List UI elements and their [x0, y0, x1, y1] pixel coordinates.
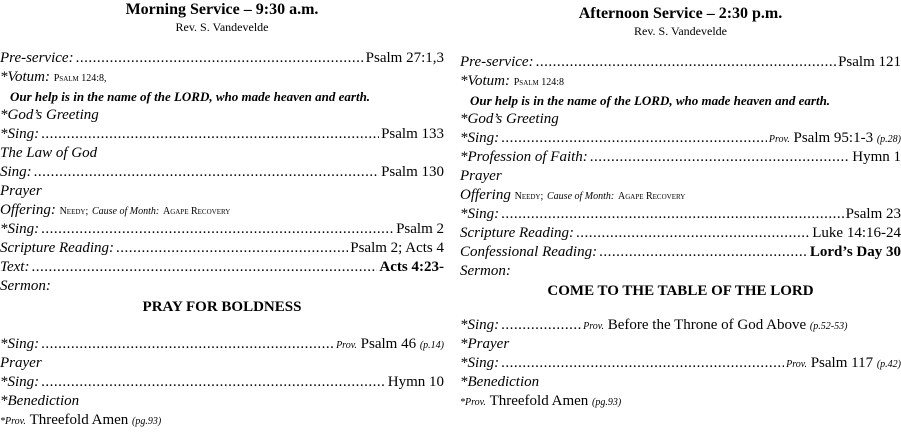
sing2-label: Sing:: [0, 164, 32, 180]
pm-sing4-prov: Prov.: [786, 359, 807, 370]
pm-sing1-prov: Prov.: [768, 134, 790, 145]
morning-service-column: [0, 0, 444, 430]
benediction-line: [0, 392, 444, 411]
pm-benediction: *Benediction: [460, 374, 540, 390]
sing4-label: *Sing:: [0, 336, 40, 352]
sing5-label: *Sing:: [0, 374, 40, 390]
offering-org: Agape Recovery: [162, 206, 231, 217]
pm-sing1-label: *Sing:: [460, 130, 500, 146]
votum-label: *Votum:: [0, 69, 50, 85]
pm-offering-org: Agape Recovery: [617, 191, 686, 202]
sermon-label: Sermon:: [0, 278, 51, 294]
reading-line: [0, 239, 444, 258]
text-line: [0, 258, 444, 277]
pm-greeting-line: [460, 110, 901, 129]
pm-preservice-label: Pre-service:: [460, 54, 534, 70]
sing4-prov: Prov.: [336, 340, 357, 351]
offering-label: Offering:: [0, 202, 56, 218]
benediction: *Benediction: [0, 393, 80, 409]
reading-value: Psalm 2; Acts 4: [350, 240, 444, 256]
sing4-page: (p.14): [419, 340, 444, 351]
pm-offering-cause: Cause of Month:: [547, 191, 615, 202]
votum-ref: Psalm 124:8,: [53, 73, 107, 84]
pm-votum-label: *Votum:: [460, 73, 510, 89]
sing3-label: *Sing:: [0, 221, 40, 237]
pm-sing2-value: Psalm 23: [845, 206, 901, 222]
pm-confessional-value: Lord’s Day 30: [809, 244, 901, 260]
pm-prayer2-line: [460, 335, 901, 354]
pm-reading-label: Scripture Reading:: [460, 225, 575, 241]
preservice-line: [0, 49, 444, 68]
amen-prefix: *Prov.: [0, 416, 26, 427]
prayer2: Prayer: [0, 355, 42, 371]
text-value: Acts 4:23-: [379, 259, 444, 275]
pm-sing3-line: [460, 316, 901, 335]
pm-sing1-value: Psalm 95:1-3: [793, 130, 874, 146]
amen-page: (pg.93): [132, 416, 162, 427]
pm-sing3-page: (p.52-53): [809, 321, 848, 332]
offering-needy: Needy;: [59, 206, 89, 217]
pm-votum-text: Our help is in the name of the LORD, who made heaven and earth.: [470, 93, 831, 108]
pm-offering-line: [460, 186, 901, 205]
pm-reading-line: [460, 224, 901, 243]
pm-amen-line: [460, 392, 901, 411]
sing4-value: Psalm 46: [360, 336, 417, 352]
pm-sing4-value: Psalm 117: [810, 355, 874, 371]
pm-sing4-label: *Sing:: [460, 355, 500, 371]
pm-votum-line: [460, 72, 901, 91]
pm-confessional-label: Confessional Reading:: [460, 244, 598, 260]
prayer2-line: [0, 354, 444, 373]
pm-sing3-prov: Prov.: [583, 321, 604, 332]
pm-votum-ref: Psalm 124:8: [513, 77, 565, 88]
pm-sing1-line: [460, 129, 901, 148]
pm-offering-label: Offering: [460, 187, 511, 203]
votum-text-line: [0, 87, 444, 106]
pm-profession-label: *Profession of Faith:: [460, 149, 588, 165]
pm-preservice-line: [460, 53, 901, 72]
pm-sing1-page: (p.28): [876, 134, 901, 145]
sing2-value: Psalm 130: [381, 164, 444, 180]
afternoon-heading: Afternoon Service – 2:30 p.m.: [578, 5, 783, 22]
sing3-value: Psalm 2: [396, 221, 444, 237]
pm-prayer1: Prayer: [460, 168, 502, 184]
prayer1: Prayer: [0, 183, 42, 199]
pm-sermon-label: Sermon:: [460, 263, 511, 279]
pm-profession-value: Hymn 1: [852, 149, 901, 165]
pm-preservice-value: Psalm 121: [838, 54, 901, 70]
sermon-title: PRAY FOR BOLDNESS: [142, 299, 302, 315]
pm-amen-prefix: *Prov.: [460, 397, 486, 408]
pm-confessional-line: [460, 243, 901, 262]
morning-heading: Morning Service – 9:30 a.m.: [125, 1, 319, 18]
votum-text: Our help is in the name of the LORD, who made heaven and earth.: [10, 89, 371, 104]
afternoon-pastor: Rev. S. Vandevelde: [634, 24, 727, 38]
offering-cause: Cause of Month:: [92, 206, 160, 217]
preservice-label: Pre-service:: [0, 50, 74, 66]
afternoon-service-column: [460, 0, 901, 411]
pm-prayer1-line: [460, 167, 901, 186]
law-line: [0, 144, 444, 163]
pm-sing3-value: Before the Throne of God Above: [607, 317, 807, 333]
pm-sing4-line: [460, 354, 901, 373]
sing5-line: [0, 373, 444, 392]
pm-sing2-line: [460, 205, 901, 224]
pm-profession-line: [460, 148, 901, 167]
sing5-value: Hymn 10: [387, 374, 444, 390]
pm-sermon-title: COME TO THE TABLE OF THE LORD: [547, 283, 814, 299]
text-label: Text:: [0, 259, 30, 275]
sing2-line: [0, 163, 444, 182]
law: The Law of God: [0, 145, 98, 161]
pm-amen-page: (pg.93): [592, 397, 622, 408]
sing1-value: Psalm 133: [381, 126, 444, 142]
pm-benediction-line: [460, 373, 901, 392]
pm-sing4-page: (p.42): [876, 359, 901, 370]
preservice-value: Psalm 27:1,3: [365, 50, 444, 66]
offering-line: [0, 201, 444, 220]
sing3-line: [0, 220, 444, 239]
sing1-label: *Sing:: [0, 126, 40, 142]
pm-reading-value: Luke 14:16-24: [812, 225, 901, 241]
pm-amen-value: Threefold Amen: [489, 393, 589, 409]
prayer1-line: [0, 182, 444, 201]
pm-prayer2: *Prayer: [460, 336, 510, 352]
pm-greeting: *God’s Greeting: [460, 111, 559, 127]
pm-votum-text-line: [460, 91, 901, 110]
greeting: *God’s Greeting: [0, 107, 99, 123]
sing1-line: [0, 125, 444, 144]
pm-offering-needy: Needy;: [514, 191, 544, 202]
amen-line: [0, 411, 444, 430]
amen-value: Threefold Amen: [29, 412, 129, 428]
pm-sing3-label: *Sing:: [460, 317, 500, 333]
reading-label: Scripture Reading:: [0, 240, 115, 256]
votum-line: [0, 68, 444, 87]
greeting-line: [0, 106, 444, 125]
sing4-line: [0, 335, 444, 354]
morning-pastor: Rev. S. Vandevelde: [175, 20, 269, 34]
pm-sermon-line: [460, 262, 901, 281]
sermon-line: [0, 277, 444, 296]
pm-sing2-label: *Sing:: [460, 206, 500, 222]
